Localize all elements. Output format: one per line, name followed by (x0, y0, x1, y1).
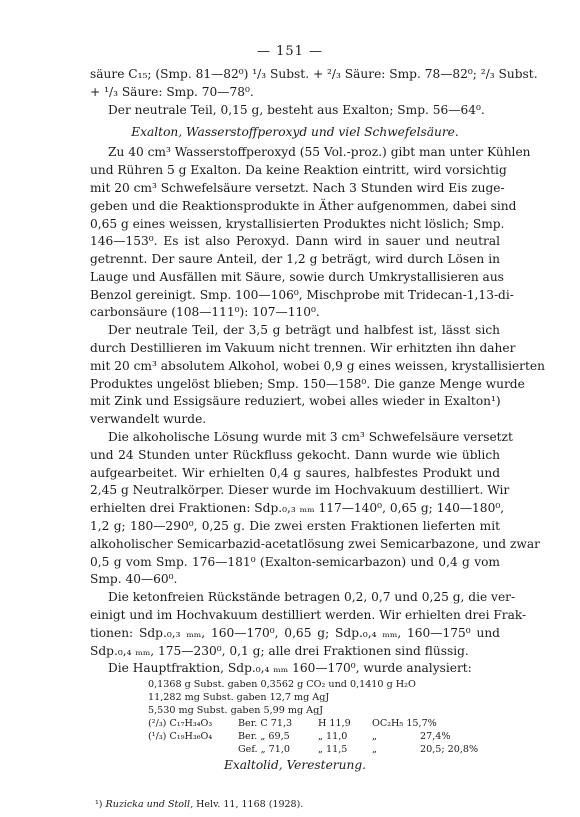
text-line: erhielten drei Fraktionen: Sdp.₀,₃ ₘₘ 117—140⁰, 0,65 g; 140—180⁰, (90, 501, 505, 515)
text-line: 1,2 g; 180—290⁰, 0,25 g. Die zwei ersten Fraktionen lieferten mit (90, 519, 500, 533)
text-line: getrennt. Der saure Anteil, der 1,2 g beträgt, wird durch Lösen in (90, 252, 500, 266)
text-line: Lauge und Ausfällen mit Säure, sowie durch Umkrystallisieren aus (90, 270, 504, 284)
calc-cell: Ber. „ 69,5 (238, 731, 290, 742)
text-line: mit 20 cm³ Schwefelsäure versetzt. Nach 3 Stunden wird Eis zuge- (90, 181, 505, 195)
calc-cell: „ 11,5 (318, 744, 348, 755)
text-line: 0,5 g vom Smp. 176—181⁰ (Exalton-semicarbazon) und 0,4 g vom (90, 555, 500, 569)
calc-cell: H 11,9 (318, 718, 351, 729)
text-line: 2,45 g Neutralkörper. Dieser wurde im Hochvakuum destilliert. Wir (90, 483, 510, 497)
text-line: Benzol gereinigt. Smp. 100—106⁰, Mischprobe mit Tridecan-1,13-di- (90, 288, 514, 302)
footnote-authors: Ruzicka und Stoll, (105, 799, 194, 810)
text-line: säure C₁₅; (Smp. 81—82⁰) ¹/₃ Subst. + ²/₃ Säure: Smp. 78—82⁰; ²/₃ Subst. (90, 67, 538, 81)
text-line: mit Zink und Essigsäure reduziert, wobei alles wieder in Exalton¹) (90, 394, 501, 408)
text-line: Der neutrale Teil, der 3,5 g beträgt und halbfest ist, lässt sich (108, 323, 500, 337)
text-line: mit 20 cm³ absolutem Alkohol, wobei 0,9 g eines weissen, krystallisierten (90, 359, 545, 373)
text-line: geben und die Reaktionsprodukte in Äther aufgenommen, dabei sind (90, 199, 517, 213)
page-number: — 151 — (256, 44, 324, 59)
text-line: Die alkoholische Lösung wurde mit 3 cm³ Schwefelsäure versetzt (108, 430, 513, 444)
calc-cell: „ (372, 731, 377, 742)
text-line: Die ketonfreien Rückstände betragen 0,2, 0,7 und 0,25 g, die ver- (108, 590, 516, 604)
formula-cell: (²/₃) C₁₇H₃₄O₃ (148, 718, 213, 729)
calc-cell: 27,4% (420, 731, 451, 742)
text-line: Zu 40 cm³ Wasserstoffperoxyd (55 Vol.-proz.) gibt man unter Kühlen (108, 145, 531, 159)
section-heading: Exalton, Wasserstoffperoxyd und viel Schwefelsäure. (131, 125, 459, 139)
analysis-line: 11,282 mg Subst. gaben 12,7 mg AgJ (148, 692, 330, 703)
text-line: durch Destillieren im Vakuum nicht trennen. Wir erhitzten ihn daher (90, 341, 516, 355)
text-line: tionen: Sdp.₀,₃ ₘₘ, 160—170⁰, 0,65 g; Sdp.₀,₄ ₘₘ, 160—175⁰ und (90, 626, 500, 640)
text-line: Sdp.₀,₄ ₘₘ, 175—230⁰, 0,1 g; alle drei Fraktionen sind flüssig. (90, 644, 469, 658)
footnote (95, 799, 303, 810)
text-line: verwandelt wurde. (90, 412, 207, 426)
text-line: alkoholischer Semicarbazid-acetatlösung zwei Semicarbazone, und zwar (90, 537, 540, 551)
calc-cell: „ (372, 744, 377, 755)
calc-cell: OC₂H₅ 15,7% (372, 718, 437, 729)
formula-cell: (¹/₃) C₁₉H₃₆O₄ (148, 731, 213, 742)
footnote-reference: Helv. 11, 1168 (1928). (196, 799, 304, 810)
text-line: einigt und im Hochvakuum destilliert werden. Wir erhielten drei Frak- (90, 608, 527, 622)
text-line: carbonsäure (108—111⁰): 107—110⁰. (90, 305, 320, 319)
calc-cell: Gef. „ 71,0 (238, 744, 291, 755)
calc-cell: 20,5; 20,8% (420, 744, 479, 755)
analysis-line: 0,1368 g Subst. gaben 0,3562 g CO₂ und 0,1410 g H₂O (148, 679, 416, 690)
text-line: und Rühren 5 g Exalton. Da keine Reaktion eintritt, wird vorsichtig (90, 163, 507, 177)
text-line: Produktes ungelöst blieben; Smp. 150—158⁰. Die ganze Menge wurde (90, 377, 525, 391)
text-line: 146—153⁰. Es ist also Peroxyd. Dann wird in sauer und neutral (90, 234, 500, 248)
text-line: Die Hauptfraktion, Sdp.₀,₄ ₘₘ 160—170⁰, wurde analysiert: (108, 661, 472, 675)
calc-cell: „ 11,0 (318, 731, 348, 742)
analysis-line: 5,530 mg Subst. gaben 5,99 mg AgJ (148, 705, 324, 716)
text-line: Smp. 40—60⁰. (90, 572, 178, 586)
calc-cell: Ber. C 71,3 (238, 718, 293, 729)
text-line: + ¹/₃ Säure: Smp. 70—78⁰. (90, 85, 254, 99)
footnote-marker: ¹) (95, 799, 103, 810)
text-line: 0,65 g eines weissen, krystallisierten Produktes nicht löslich; Smp. (90, 217, 505, 231)
text-line: Der neutrale Teil, 0,15 g, besteht aus Exalton; Smp. 56—64⁰. (108, 103, 485, 117)
text-line: aufgearbeitet. Wir erhielten 0,4 g saures, halbfestes Produkt und (90, 466, 500, 480)
text-line: und 24 Stunden unter Rückfluss gekocht. Dann wurde wie üblich (90, 448, 500, 462)
section-heading: Exaltolid, Veresterung. (223, 758, 366, 772)
